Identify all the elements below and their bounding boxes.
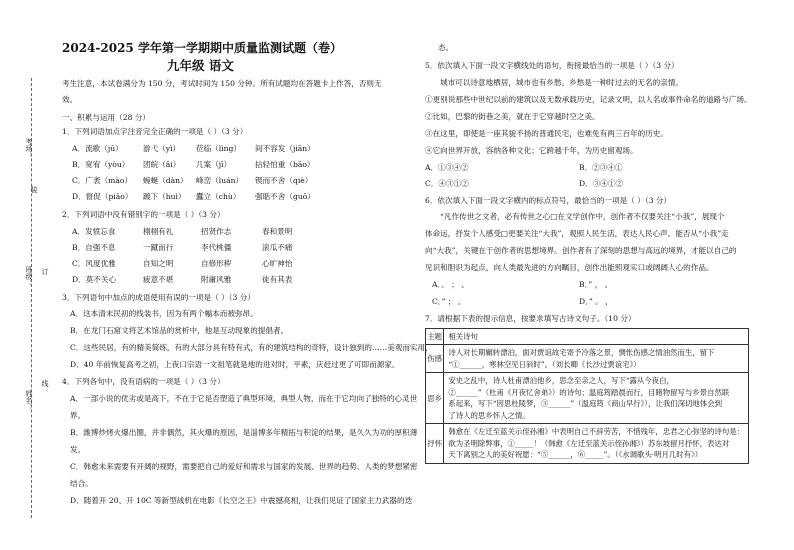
row-line: 了诗人的思乡怀人之情。 [448,410,530,420]
q5-sentence-4: ④它向世界开放，容纳各种文化；它跨越千年，为历史留观场。 [425,146,638,155]
q1-option: 峰峦（luán） [196,176,244,185]
q6-passage-line-2: 体命运，抒发个人感受□更要关注“大我”，观照人民生活，表达人民心声。能否从“小我”走 [425,229,729,238]
q2-option: B．自强不息 [72,243,116,252]
q1-option: 锲而不舍（qiè） [255,176,313,185]
row-line: 欲为圣明除弊事，①_____！（韩愈《左迁至蓝关示侄孙湘》）苏东坡留月抒怀，表达对 [448,438,730,448]
q5-option-d: D．③④①② [579,179,624,188]
q2-option: 一蹴而行 [143,243,174,252]
q4-stem: 4．下列各句中，没有语病的一项是（ ）（3 分） [62,377,225,386]
q2-option: 自修形秽 [201,259,232,268]
q1-option: C．广袤（mào） [72,176,133,185]
q5-stem: 5．依次填入下面一段文字横线处的语句，衔接最恰当的一项是（ ）（3 分） [425,61,679,70]
binding-char-ding: 订 [41,268,49,275]
q2-option: 栩栩有礼 [143,227,174,236]
q2-option: C．风度优雅 [72,259,116,268]
q1-option: 拈轻怕重（bāo） [255,160,315,169]
q1-option: 团皖（ǎi） [143,160,181,169]
q6-stem: 6．依次填入下面一段文字横内的标点符号，最恰当的一项是（ ）（3 分） [425,196,672,205]
q2-option: 滚瓜不痛 [262,243,293,252]
continued-fragment: 态。 [438,43,454,52]
q4-option-c-line1: C．韩愈未来需要有开阔的视野，需要把自己的爱好和需求与国家的发展、世界的趋势、人类的梦想紧密 [70,462,418,471]
q5-sentence-1: ①更别说那些中世纪以前的建筑以及无数承载历史，记录文明，以人名或事件命名的道路与广场。 [425,95,752,104]
q1-option: 蜿蜒（dàn） [143,176,188,185]
q1-option: D．督促（piǎo） [72,192,133,201]
notice-line-1: 考生注意，本试卷满分为 150 分，考试时间为 150 分钟。所有试题均在答题卡上作答，否则无 [62,79,382,88]
q5-sentence-2: ②比如，巴黎的街巷之美，就在于它穿越时空之美。 [425,112,600,121]
q1-option: A．流歌（jū） [72,144,123,153]
table-header-row [426,329,749,345]
row-line: 天下离别之人的美好祝愿：“⑤______，⑥_____”。（《水调歌头·明月几时有》） [448,450,703,460]
q3-option-a: A．这本清末民初的线装书，因为有两个幅本而被弥昂。 [70,309,258,318]
class-label: 班级： [25,266,33,287]
table-header-theme: 主题 [426,329,444,345]
q5-option-b: B．②③④① [579,163,623,172]
q6-passage-line-3: 向“大我”，关键在于创作者的思想境界。创作者有了深刻的思想与高远的境界，才能以自己的 [425,246,737,255]
q1-option: 游弋（yì） [143,144,181,153]
exam-title: 2024-2025 学年第一学期期中质量监测试题（卷） [62,41,342,55]
table-header-verses: 相关诗句 [444,329,749,345]
q1-option: 踱下（huì） [143,192,186,201]
q3-stem: 3．下列语句中加点的成语使用有误的一项是（ ）（3 分） [62,293,255,302]
q3-option-b: B．在龙门石窟文将艺术馆品的赏析中，他是互动现象的提倡者。 [70,326,289,335]
row-theme: 伤感 [426,345,444,373]
row-content [444,373,749,424]
q4-option-b-line2: 发。 [70,445,86,454]
q2-stem: 2．下列词语中没有错别字的一项是（ ）（3 分） [62,210,225,219]
name-label: 姓名： [25,390,33,411]
q3-option-c: C．这些民居，有的精美简练，有的大部分具有特有式，有的建筑结构的奇特，设计独到的……美观而实用， [70,343,433,352]
q5-option-a: A．①③④② [425,163,469,172]
row-content [444,424,749,463]
q2-option: 招贤作志 [201,227,232,236]
q2-option: 徒有其表 [262,275,293,284]
q4-option-a-line2: 界。 [70,411,86,420]
row-theme: 抒怀 [426,424,444,463]
q4-option-b-line1: B．潍博炒烤火爆出圈，并非偶然，其火爆的原因，是淄博多年精拓与积淀的结果，是久久为功的厚积薄 [70,428,418,437]
q1-stem: 1．下列词语加点字注音完全正确的一项是（ ）（3 分） [62,127,248,136]
row-line: 安史之乱中，诗人杜甫漂泊他乡，思念至亲之人，写下“露从今夜白， [448,376,674,386]
q2-option: A．发愤忘食 [72,227,116,236]
q4-option-c-line2: 结合。 [70,479,93,488]
q2-option: 春和景明 [262,227,293,236]
q6-option-b: B．” ， 。 [579,280,613,289]
q2-option: 自知之明 [143,259,174,268]
q6-option-a: A．。 ； 、 [432,280,469,289]
q1-option: 几案（jī） [196,160,232,169]
q2-option: 李代桃僵 [201,243,232,252]
q2-option: 心旷神怡 [262,259,293,268]
section-heading: 一、积累与运用（28 分） [62,113,151,122]
row-line: ②______”（杜甫《月夜忆舍弟》）的诗句；温庭筠踏晨而行，目睹物留写与乡景自然联 [448,387,730,397]
poetry-table [425,328,749,464]
q2-option: 附庸风雅 [201,275,232,284]
q6-passage-line-4: 见识和胆识为起点，向人类最先进的方向瞩目，创作出能照观实口或阔阔人心的作品。 [425,263,714,272]
q6-option-d: D．” 。 ， [579,297,613,306]
q6-option-c: C．” ； 。 [432,297,466,306]
q4-option-a-line1: A．一部小说的优劣或是高下，不在于它是否塑造了典型环境，典型人物，而在于它均向了独特的心灵世 [70,394,418,403]
q2-option: D．莫不关心 [72,275,117,284]
q3-option-d: D．40 年前恢复高考之初，上夜口宗语一文祖笔就是地的进对时，平素，庆赶过更了可即而源家。 [70,360,400,369]
table-row [426,345,749,373]
q1-option: 蠹立（chù） [196,192,241,201]
q2-option: 疲意不堪 [143,275,174,284]
notice-line-2: 效。 [62,95,78,104]
row-line: 诗人对长期辗转漂泊，面对贾谊故宅寄予冷落之景，惆怅伤感之情油然而生，留下 [448,348,715,358]
binding-char-zhuang: 装 [30,186,38,193]
exam-room-label: 考场： [25,138,33,159]
row-content [444,345,749,373]
q5-option-c: C．④③①② [425,179,469,188]
row-line: 系起来，写下“因思杜陵梦，③______”（温庭筠《商山早行》），让我们深切地体会到 [448,399,722,409]
table-row [426,424,749,463]
q1-option: B．宽宥（yòu） [72,160,130,169]
q6-passage-line-1: “凡作传世之文者，必有传世之心□在文学创作中，创作者不仅要关注“小我”，展现个 [440,212,725,221]
exam-subtitle: 九年级 语文 [167,58,234,73]
q7-stem: 7．请根据下表的提示信息，按要求填写古诗文句子。（10 分） [425,314,636,323]
q1-option: 莅临（lìng） [196,144,241,153]
binding-char-xian: 线 [41,380,49,387]
row-theme: 思乡 [426,373,444,424]
q5-passage-line: 城市可以诗意地栖居，城市也有乡愁。乡愁是一种时过去的无名的亲情。 [440,78,683,87]
q4-option-d-line1: D．随着开 20、开 10C 等新型战机在电影《长空之王》中震撼亮相，让我们见证了国家主力武器的迭 [70,496,413,505]
row-line: “①______，寒林空见日斜时”。（刘长卿《长沙过贾谊宅》） [448,359,641,369]
row-line: 韩愈在《左迁至蓝关示侄孙湘》中表明自己不辞劳苦，不惜残年，忠君之心弥坚的诗句是： [448,427,744,437]
q5-sentence-3: ③在这里，即使是一座其貌不扬的普通民宅，也难免有两三百年的历史。 [425,129,668,138]
q1-option: 间不容发（jiān） [255,144,315,153]
q1-option: 强聒不舍（guō） [255,192,315,201]
table-row [426,373,749,424]
